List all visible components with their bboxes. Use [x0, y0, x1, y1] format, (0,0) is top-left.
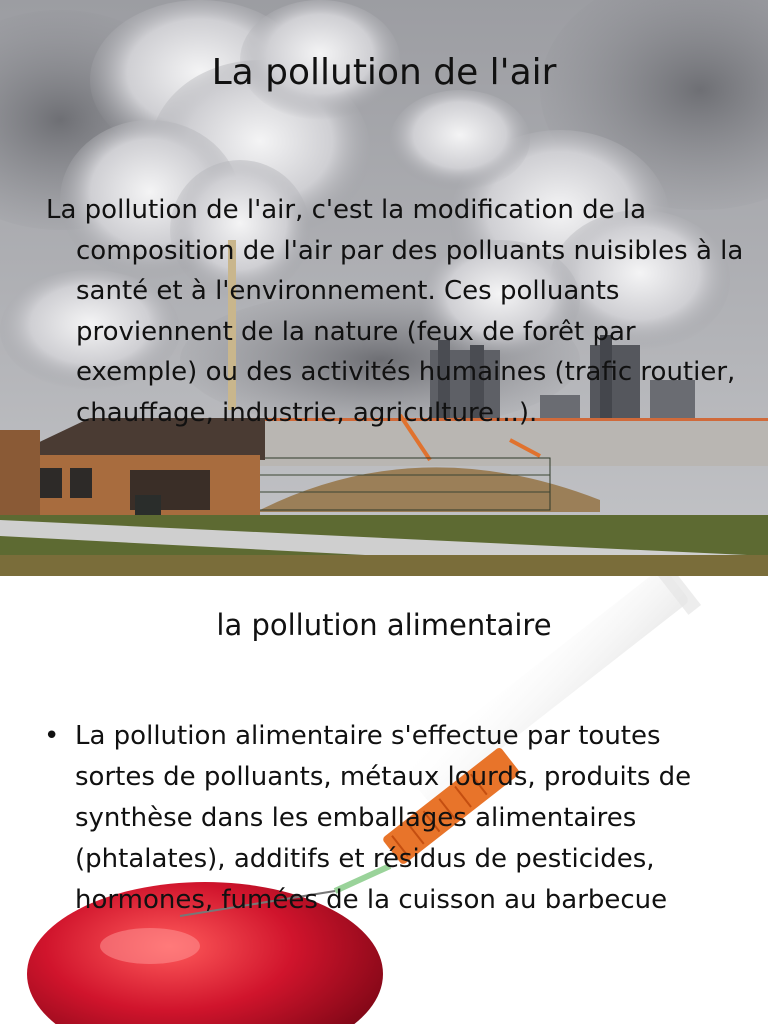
bullet-icon: •: [44, 721, 60, 751]
body-text: La pollution de l'air, c'est la modification de la composition de l'air par des polluants nuisibles à la santé et à l'environnement. Ces polluants proviennent de la nature (feux de forêt par exemple) ou des activités humaines (trafic routier, chauffage, industrie, agriculture...).: [46, 195, 744, 428]
section-title: la pollution alimentaire: [216, 608, 552, 642]
page-title: La pollution de l'air: [211, 52, 557, 93]
list-item-text: La pollution alimentaire s'effectue par toutes sortes de polluants, métaux lourds, produits de synthèse dans les emballages alimentaires (phtalates), additifs et résidus de pesticides, hormones, fumées de la cuisson au barbecue: [75, 721, 692, 915]
bullet-list: [44, 716, 734, 921]
list-item: [44, 716, 734, 921]
slide-food-pollution: [0, 576, 768, 1024]
